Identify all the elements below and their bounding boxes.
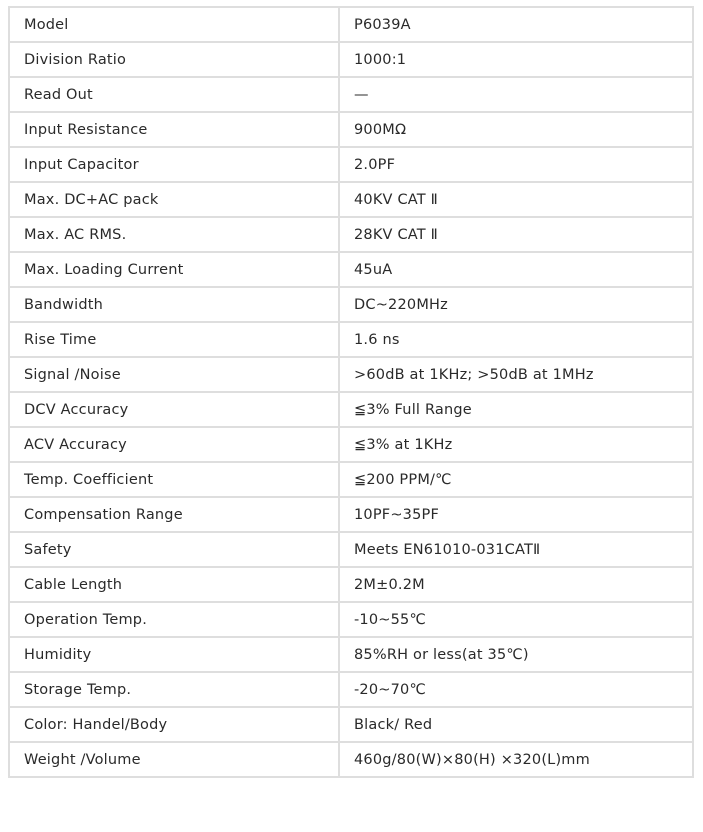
table-row [9, 462, 693, 497]
table-row [9, 7, 693, 42]
spec-label: Temp. Coefficient [9, 462, 339, 497]
spec-value: 10PF~35PF [339, 497, 693, 532]
spec-value: 40KV CAT Ⅱ [339, 182, 693, 217]
table-row [9, 112, 693, 147]
spec-label: Weight /Volume [9, 742, 339, 777]
spec-label: ACV Accuracy [9, 427, 339, 462]
table-row [9, 497, 693, 532]
spec-value: ≦3% at 1KHz [339, 427, 693, 462]
spec-label: Color: Handel/Body [9, 707, 339, 742]
spec-value: ≦3% Full Range [339, 392, 693, 427]
table-row [9, 427, 693, 462]
spec-value: 85%RH or less(at 35℃) [339, 637, 693, 672]
spec-value: — [339, 77, 693, 112]
table-row [9, 707, 693, 742]
spec-label: Rise Time [9, 322, 339, 357]
spec-label: Humidity [9, 637, 339, 672]
spec-label: Division Ratio [9, 42, 339, 77]
table-row [9, 532, 693, 567]
spec-value: Meets EN61010-031CATⅡ [339, 532, 693, 567]
spec-label: Bandwidth [9, 287, 339, 322]
spec-value: 900MΩ [339, 112, 693, 147]
spec-label: Cable Length [9, 567, 339, 602]
table-row [9, 567, 693, 602]
table-row [9, 217, 693, 252]
specification-table [8, 6, 694, 778]
spec-label: Max. AC RMS. [9, 217, 339, 252]
spec-label: DCV Accuracy [9, 392, 339, 427]
spec-value: 2.0PF [339, 147, 693, 182]
table-row [9, 357, 693, 392]
spec-label: Read Out [9, 77, 339, 112]
table-row [9, 182, 693, 217]
spec-value: 2M±0.2M [339, 567, 693, 602]
spec-label: Storage Temp. [9, 672, 339, 707]
table-row [9, 602, 693, 637]
table-row [9, 147, 693, 182]
spec-value: 460g/80(W)×80(H) ×320(L)mm [339, 742, 693, 777]
spec-value: Black/ Red [339, 707, 693, 742]
spec-value: 1.6 ns [339, 322, 693, 357]
spec-value: >60dB at 1KHz; >50dB at 1MHz [339, 357, 693, 392]
spec-value: DC~220MHz [339, 287, 693, 322]
spec-label: Signal /Noise [9, 357, 339, 392]
spec-value: 28KV CAT Ⅱ [339, 217, 693, 252]
spec-label: Safety [9, 532, 339, 567]
spec-value: 45uA [339, 252, 693, 287]
spec-label: Input Resistance [9, 112, 339, 147]
table-row [9, 287, 693, 322]
table-row [9, 637, 693, 672]
table-row [9, 42, 693, 77]
spec-label: Model [9, 7, 339, 42]
spec-value: -20~70℃ [339, 672, 693, 707]
table-row [9, 322, 693, 357]
spec-value: ≦200 PPM/℃ [339, 462, 693, 497]
table-row [9, 672, 693, 707]
spec-label: Input Capacitor [9, 147, 339, 182]
spec-value: P6039A [339, 7, 693, 42]
spec-label: Max. Loading Current [9, 252, 339, 287]
spec-value: -10~55℃ [339, 602, 693, 637]
spec-label: Compensation Range [9, 497, 339, 532]
spec-value: 1000:1 [339, 42, 693, 77]
table-row [9, 77, 693, 112]
spec-label: Max. DC+AC pack [9, 182, 339, 217]
spec-label: Operation Temp. [9, 602, 339, 637]
table-row [9, 252, 693, 287]
table-row [9, 392, 693, 427]
table-row [9, 742, 693, 777]
